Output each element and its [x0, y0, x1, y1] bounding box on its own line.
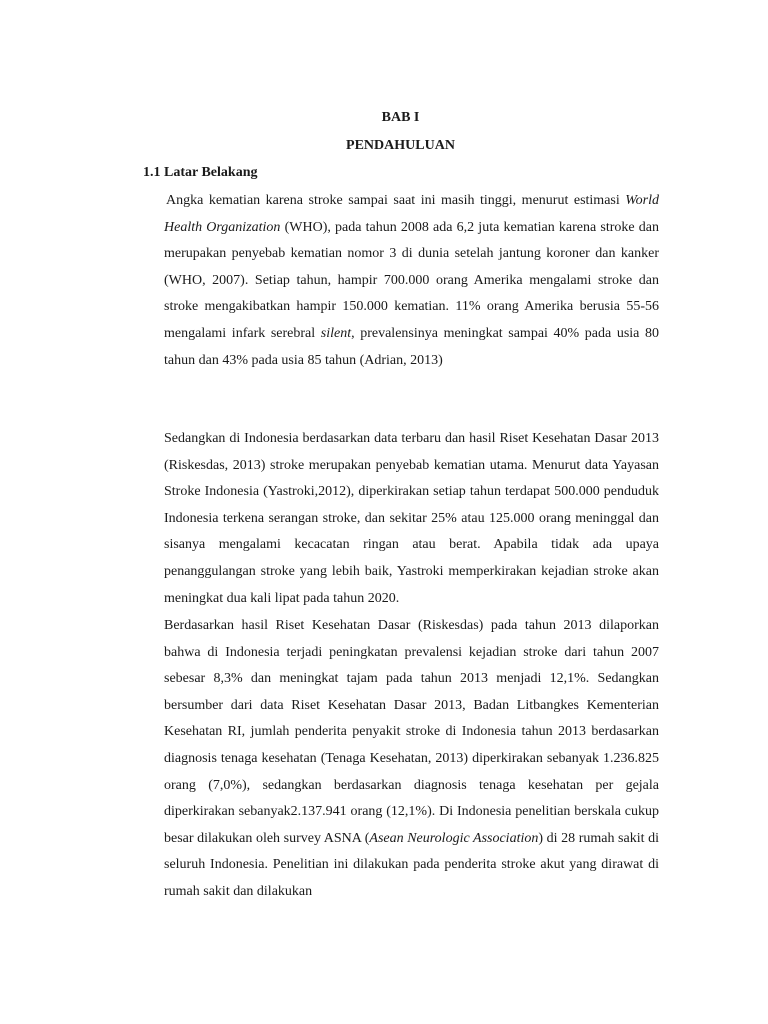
- paragraph-1-text-c: , prevalensinya meningkat sampai 40% pada usia 80 tahun dan 43% pada usia 85 tahun (Adrian, 2013): [164, 325, 660, 368]
- paragraph-3-text-b: ) di 28 rumah sakit di seluruh Indonesia. Penelitian ini dilakukan pada penderita stroke akut yang dirawat di rumah sakit dan dilakukan: [164, 830, 659, 899]
- paragraph-1-text-a: Angka kematian karena stroke sampai saat ini masih tinggi, menurut estimasi: [166, 193, 626, 208]
- section-heading: 1.1 Latar Belakang: [143, 165, 258, 180]
- paragraph-3-italic-term-asna: Asean Neurologic Association: [369, 830, 539, 846]
- chapter-number: BAB I: [381, 110, 420, 125]
- paragraph-1: [164, 188, 659, 374]
- paragraph-1-italic-term-silent: silent: [320, 325, 352, 341]
- paragraph-1-text-b: (WHO), pada tahun 2008 ada 6,2 juta kematian karena stroke dan merupakan penyebab kematian nomor 3 di dunia setelah jantung koroner dan kanker (WHO, 2007). Setiap tahun, hampir 700.000 orang Amerika mengalami stroke dan stroke mengakibatkan hampir 150.000 kematian. 11% orang Amerika berusia 55-56 mengalami infark serebral: [164, 219, 659, 341]
- paragraph-3: [164, 613, 659, 906]
- paragraph-1-italic-term-who: World Health Organization: [164, 193, 659, 235]
- chapter-title: PENDAHULUAN: [346, 138, 455, 153]
- paragraph-3-text-a: Berdasarkan hasil Riset Kesehatan Dasar (Riskesdas) pada tahun 2013 dilaporkan bahwa di Indonesia terjadi peningkatan prevalensi kejadian stroke dari tahun 2007 sebesar 8,3% dan meningkat tajam pada tahun 2013 menjadi 12,1%. Sedangkan bersumber dari data Riset Kesehatan Dasar 2013, Badan Litbangkes Kementerian Kesehatan RI, jumlah penderita penyakit stroke di Indonesia tahun 2013 berdasarkan diagnosis tenaga kesehatan (Tenaga Kesehatan, 2013) diperkirakan sebanyak 1.236.825 orang (7,0%), sedangkan berdasarkan diagnosis tenaga kesehatan per gejala diperkirakan sebanyak2.137.941 orang (12,1%). Di Indonesia penelitian berskala cukup besar dilakukan oleh survey ASNA (: [164, 618, 659, 846]
- paragraph-2: Sedangkan di Indonesia berdasarkan data terbaru dan hasil Riset Kesehatan Dasar 2013 (Riskesdas, 2013) stroke merupakan penyebab kematian utama. Menurut data Yayasan Stroke Indonesia (Yastroki,2012), diperkirakan setiap tahun terdapat 500.000 penduduk Indonesia terkena serangan stroke, dan sekitar 25% atau 125.000 orang meninggal dan sisanya mengalami kecacatan ringan atau berat. Apabila tidak ada upaya penanggulangan stroke yang lebih baik, Yastroki memperkirakan kejadian stroke akan meningkat dua kali lipat pada tahun 2020.: [164, 431, 659, 606]
